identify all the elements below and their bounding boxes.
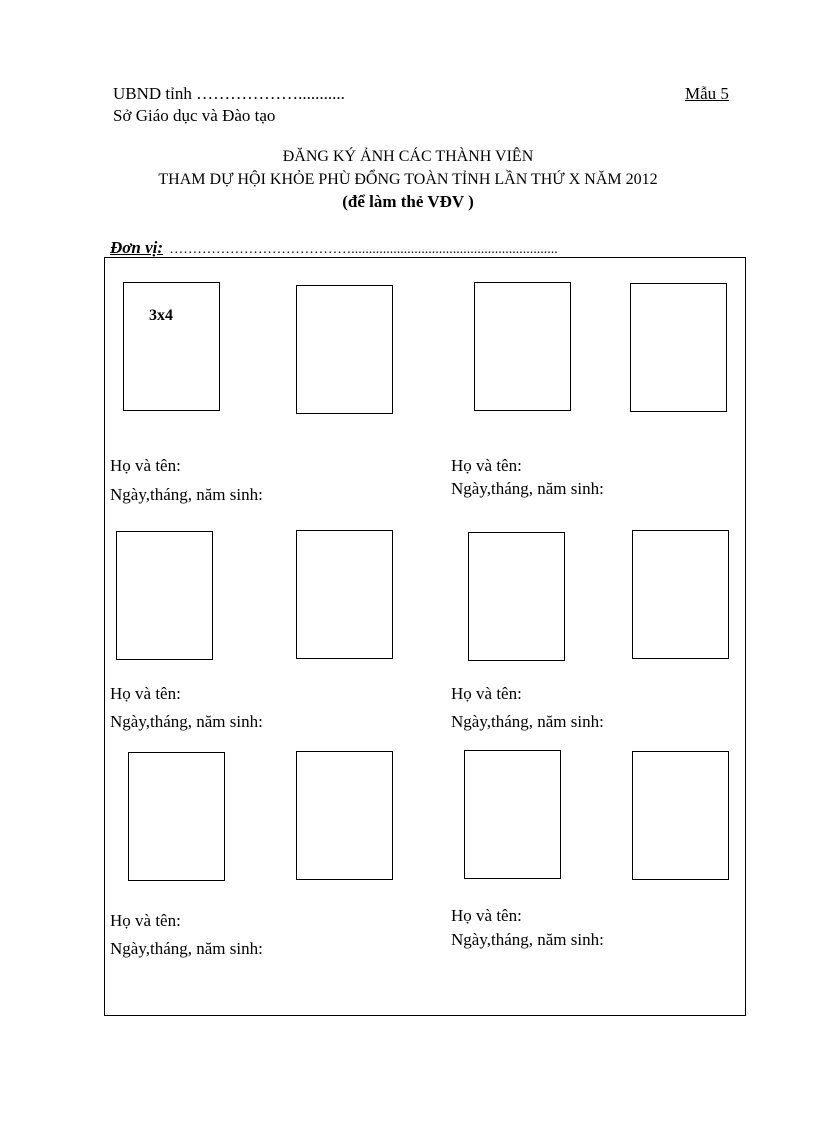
name-label: Họ và tên: — [110, 911, 181, 930]
dob-label: Ngày,tháng, năm sinh: — [110, 712, 263, 731]
name-label: Họ và tên: — [110, 684, 181, 703]
photo-box — [123, 282, 220, 411]
photo-box — [632, 751, 729, 880]
name-label: Họ và tên: — [110, 456, 181, 475]
photo-size-label: 3x4 — [149, 307, 173, 324]
dob-label: Ngày,tháng, năm sinh: — [451, 479, 604, 498]
title-line-1: ĐĂNG KÝ ẢNH CÁC THÀNH VIÊN — [282, 148, 534, 165]
dob-label: Ngày,tháng, năm sinh: — [451, 930, 604, 949]
photo-box — [116, 531, 213, 660]
photo-box — [468, 532, 565, 661]
photo-box — [296, 285, 393, 414]
form-number: Mẫu 5 — [685, 84, 729, 103]
photo-box — [630, 283, 727, 412]
dob-label: Ngày,tháng, năm sinh: — [110, 939, 263, 958]
photo-box — [632, 530, 729, 659]
committee-line: UBND tỉnh ………………........... — [113, 84, 345, 103]
dob-label: Ngày,tháng, năm sinh: — [110, 485, 263, 504]
unit-label: Đơn vị: — [110, 238, 164, 257]
unit-row — [110, 238, 558, 258]
name-label: Họ và tên: — [451, 684, 522, 703]
unit-dotted-line: …………………………………........................................................... — [169, 242, 558, 257]
name-label: Họ và tên: — [451, 906, 522, 925]
photo-box — [128, 752, 225, 881]
dob-label: Ngày,tháng, năm sinh: — [451, 712, 604, 731]
photo-box — [464, 750, 561, 879]
photo-box — [296, 530, 393, 659]
title-line-3: (để làm thẻ VĐV ) — [342, 192, 474, 211]
photo-box — [474, 282, 571, 411]
name-label: Họ và tên: — [451, 456, 522, 475]
photo-box — [296, 751, 393, 880]
title-line-2: THAM DỰ HỘI KHỎE PHÙ ĐỔNG TOÀN TỈNH LẦN THỨ X NĂM 2012 — [158, 171, 658, 188]
department-line: Sở Giáo dục và Đào tạo — [113, 106, 276, 125]
